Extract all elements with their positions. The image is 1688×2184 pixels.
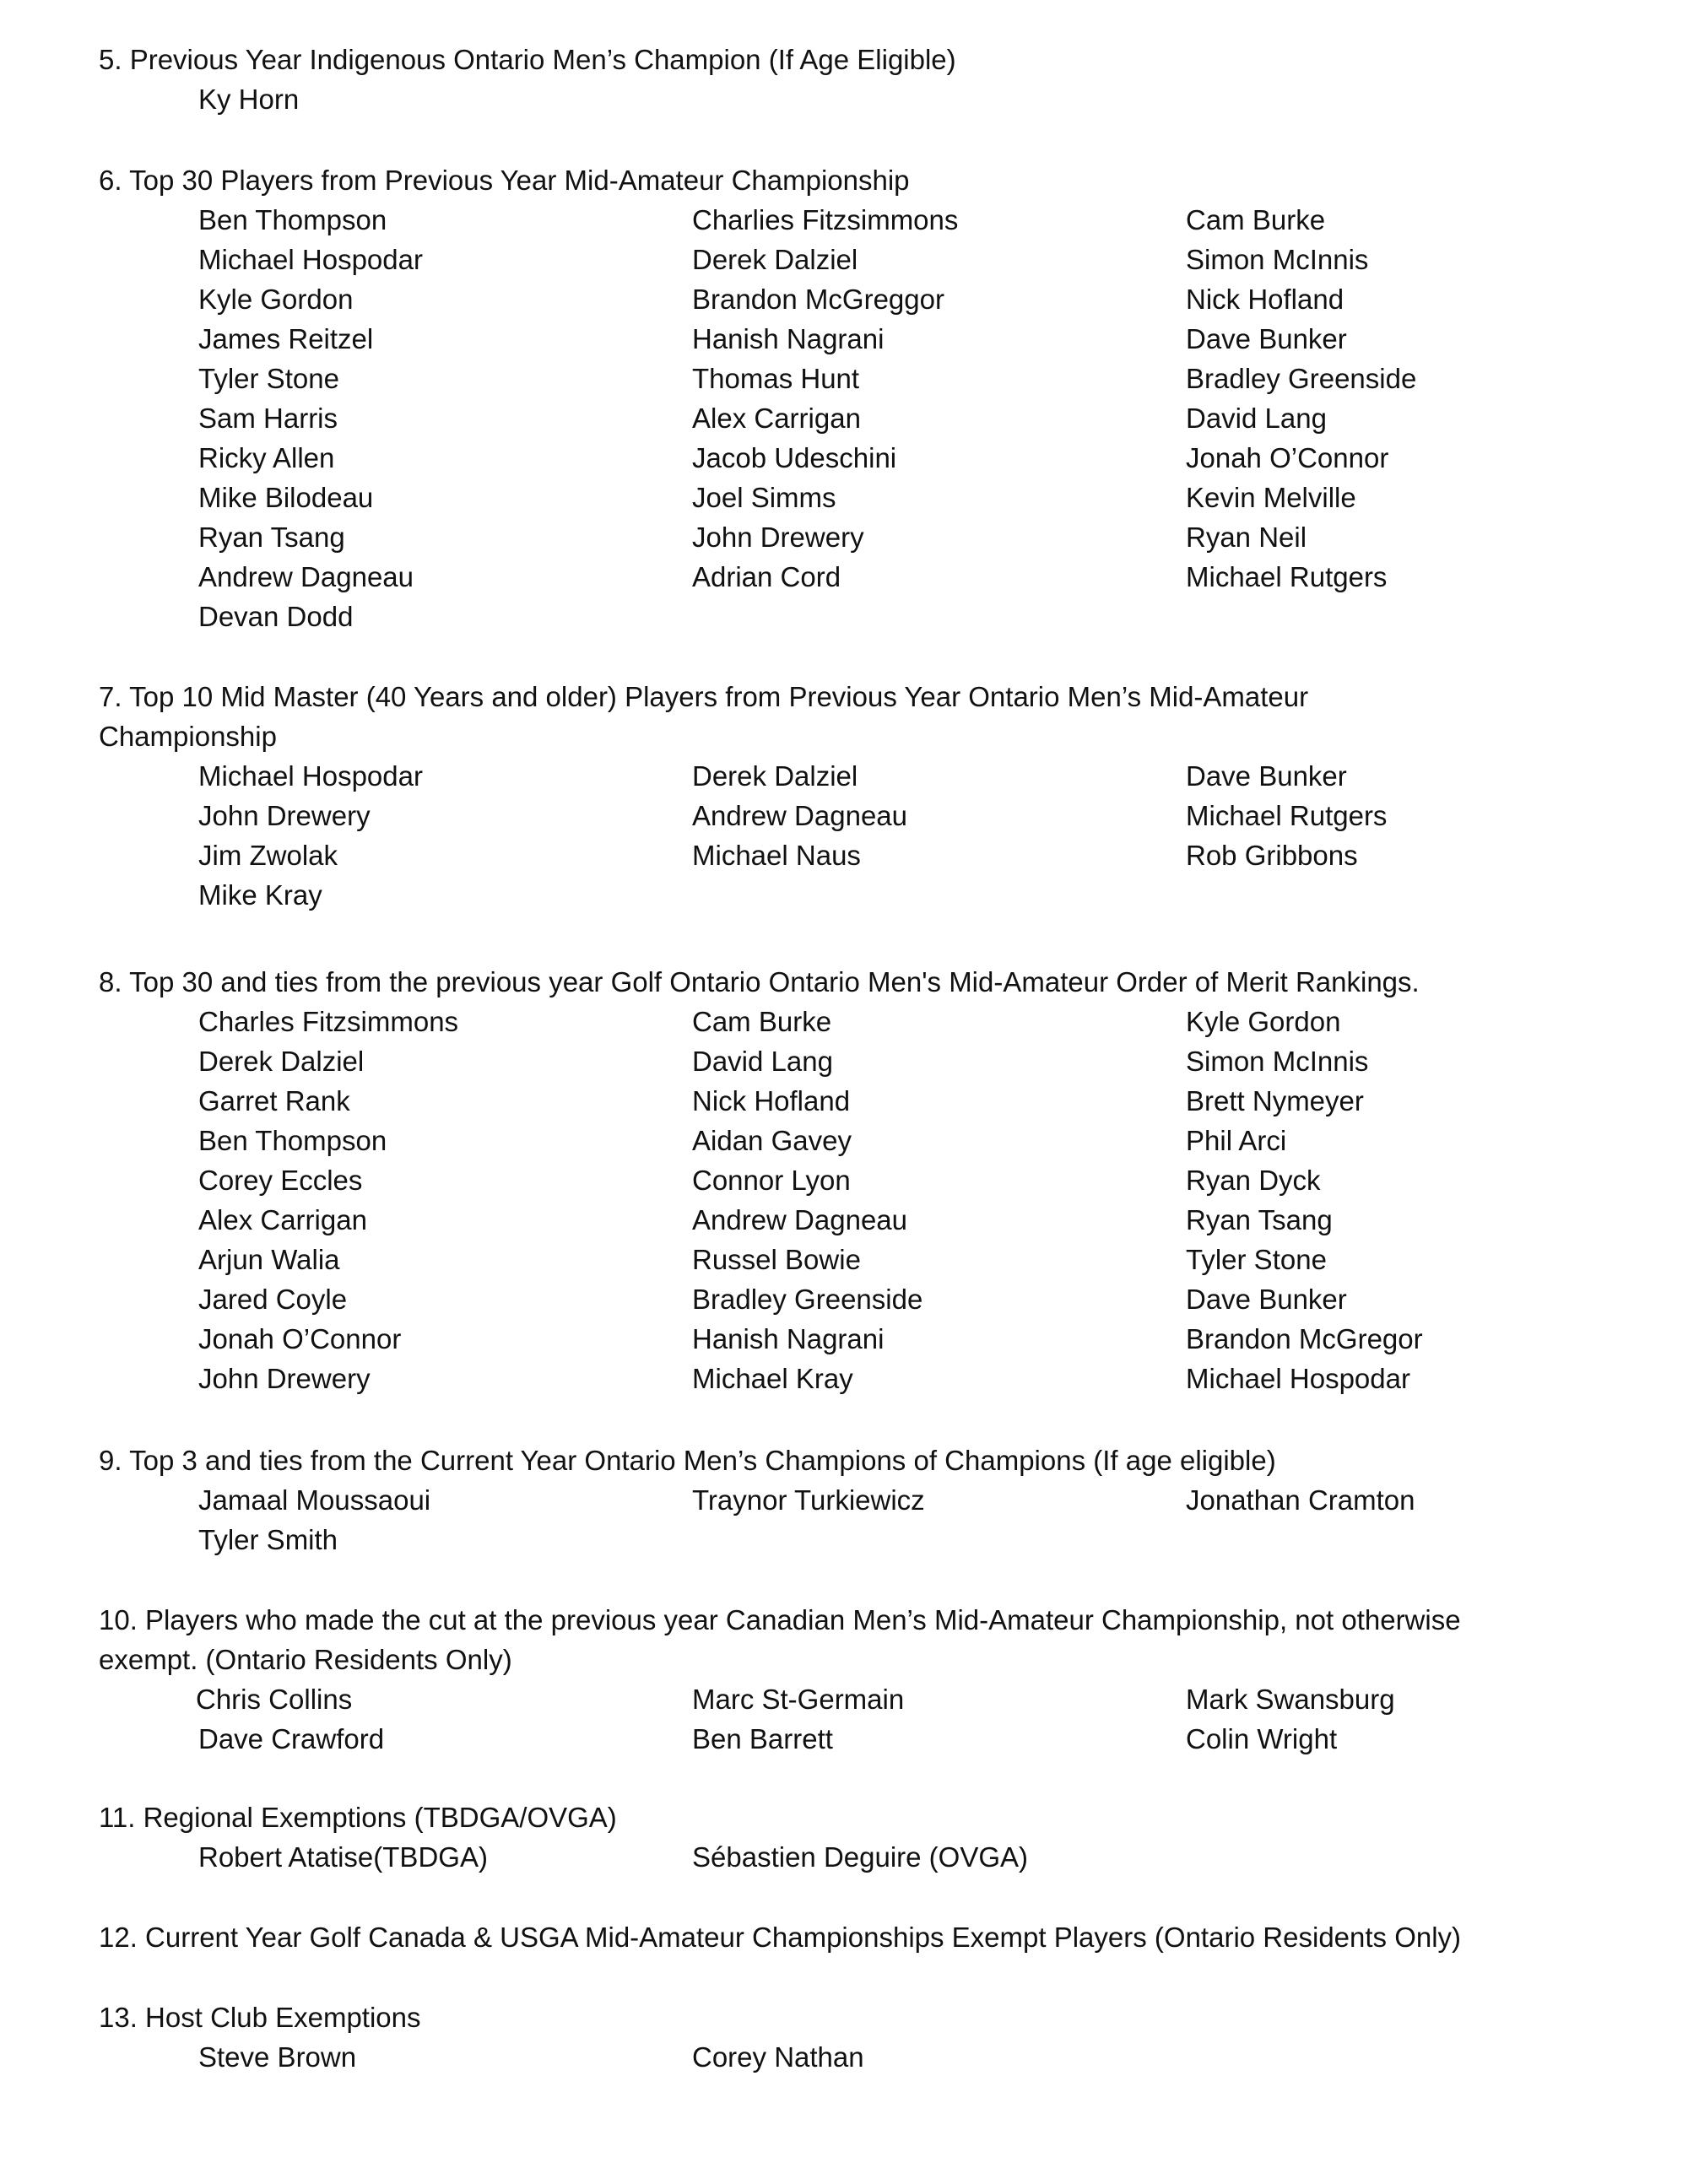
name-entry: Brandon McGregor: [1186, 1323, 1423, 1354]
name-entry: Ryan Dyck: [1186, 1165, 1321, 1196]
name-entry: Dave Bunker: [1186, 1284, 1347, 1315]
name-entry: Bradley Greenside: [1186, 363, 1417, 394]
section-heading: 12. Current Year Golf Canada & USGA Mid-Amateur Championships Exempt Players (Ontario Residents Only): [99, 1922, 1462, 1953]
name-grid: [99, 200, 1601, 636]
section-7: [99, 677, 1601, 915]
name-entry: Derek Dalziel: [198, 1046, 365, 1077]
name-entry: Kevin Melville: [1186, 482, 1356, 513]
section-13: [99, 1997, 1601, 2077]
name-entry: Andrew Dagneau: [692, 800, 908, 831]
section-heading: 5. Previous Year Indigenous Ontario Men’s Champion (If Age Eligible): [99, 44, 956, 75]
name-grid: [99, 756, 1601, 915]
name-entry: Derek Dalziel: [692, 760, 858, 792]
name-entry: Devan Dodd: [198, 601, 354, 632]
section-9: [99, 1441, 1601, 1560]
name-entry: Arjun Walia: [198, 1244, 340, 1275]
name-entry: Michael Hospodar: [198, 760, 423, 792]
name-entry: Cam Burke: [1186, 204, 1326, 235]
name-entry: Sam Harris: [198, 403, 338, 434]
name-entry: Cam Burke: [692, 1006, 832, 1037]
name-entry: Jonathan Cramton: [1186, 1484, 1415, 1516]
name-entry: Rob Gribbons: [1186, 840, 1358, 871]
name-entry: Bradley Greenside: [692, 1284, 923, 1315]
name-entry: Mike Bilodeau: [198, 482, 374, 513]
section-5: [99, 40, 1601, 119]
name-entry: Jonah O’Connor: [1186, 442, 1389, 473]
name-entry: Jacob Udeschini: [692, 442, 897, 473]
name-entry: Jared Coyle: [198, 1284, 348, 1315]
name-entry: Traynor Turkiewicz: [692, 1484, 925, 1516]
name-grid: [99, 79, 1601, 119]
name-entry: Jim Zwolak: [198, 840, 338, 871]
name-entry: Simon McInnis: [1186, 244, 1369, 275]
name-entry: Marc St-Germain: [692, 1684, 905, 1715]
name-grid: [99, 1480, 1601, 1560]
name-entry: Derek Dalziel: [692, 244, 858, 275]
name-entry: Hanish Nagrani: [692, 1323, 885, 1354]
section-heading: 13. Host Club Exemptions: [99, 2002, 421, 2033]
name-entry: Michael Kray: [692, 1363, 853, 1394]
name-entry: Hanish Nagrani: [692, 323, 885, 354]
name-entry: Charles Fitzsimmons: [198, 1006, 459, 1037]
section-6: [99, 160, 1601, 636]
name-entry: Kyle Gordon: [198, 284, 354, 315]
name-entry: Tyler Stone: [1186, 1244, 1327, 1275]
name-entry: Russel Bowie: [692, 1244, 861, 1275]
name-entry: John Drewery: [692, 522, 864, 553]
section-heading: 9. Top 3 and ties from the Current Year Ontario Men’s Champions of Champions (If age eligible): [99, 1445, 1276, 1476]
name-entry: Andrew Dagneau: [692, 1204, 908, 1235]
name-entry: Dave Crawford: [198, 1723, 385, 1754]
name-entry: Phil Arci: [1186, 1125, 1287, 1156]
name-entry: Michael Hospodar: [1186, 1363, 1410, 1394]
name-entry: Sébastien Deguire (OVGA): [692, 1841, 1029, 1873]
name-entry: Adrian Cord: [692, 561, 841, 592]
name-entry: Alex Carrigan: [692, 403, 861, 434]
name-entry: Simon McInnis: [1186, 1046, 1369, 1077]
name-entry: David Lang: [1186, 403, 1327, 434]
section-11: [99, 1797, 1601, 1877]
section-heading: 7. Top 10 Mid Master (40 Years and older) Players from Previous Year Ontario Men’s Mid-Amateur Championship: [99, 681, 1309, 752]
section-12: [99, 1917, 1601, 1957]
name-grid: [99, 1002, 1601, 1398]
name-entry: Colin Wright: [1186, 1723, 1338, 1754]
name-grid: [99, 1679, 1601, 1759]
name-entry: Aidan Gavey: [692, 1125, 852, 1156]
name-entry: Corey Eccles: [198, 1165, 363, 1196]
name-entry: Chris Collins: [196, 1684, 353, 1715]
name-entry: Charlies Fitzsimmons: [692, 204, 959, 235]
name-entry: Joel Simms: [692, 482, 836, 513]
section-heading: 11. Regional Exemptions (TBDGA/OVGA): [99, 1802, 617, 1833]
name-grid: [99, 1837, 1601, 1877]
name-entry: Michael Naus: [692, 840, 861, 871]
name-grid: [99, 2037, 1601, 2077]
name-entry: Alex Carrigan: [198, 1204, 367, 1235]
name-entry: Michael Hospodar: [198, 244, 423, 275]
name-entry: Dave Bunker: [1186, 760, 1347, 792]
name-entry: Michael Rutgers: [1186, 800, 1388, 831]
name-entry: Tyler Smith: [198, 1524, 338, 1555]
section-8: [99, 962, 1601, 1398]
name-entry: Thomas Hunt: [692, 363, 860, 394]
name-entry: Mike Kray: [198, 879, 322, 911]
name-entry: Ben Barrett: [692, 1723, 833, 1754]
name-entry: Jamaal Moussaoui: [198, 1484, 431, 1516]
section-heading: 8. Top 30 and ties from the previous year Golf Ontario Ontario Men's Mid-Amateur Order of Merit Rankings.: [99, 966, 1420, 997]
name-entry: Brandon McGreggor: [692, 284, 944, 315]
name-entry: John Drewery: [198, 1363, 371, 1394]
name-entry: Kyle Gordon: [1186, 1006, 1341, 1037]
name-entry: John Drewery: [198, 800, 371, 831]
name-entry: Garret Rank: [198, 1085, 350, 1116]
name-entry: David Lang: [692, 1046, 833, 1077]
name-entry: Nick Hofland: [1186, 284, 1344, 315]
name-entry: James Reitzel: [198, 323, 374, 354]
name-entry: Tyler Stone: [198, 363, 339, 394]
name-entry: Jonah O’Connor: [198, 1323, 402, 1354]
name-entry: Connor Lyon: [692, 1165, 851, 1196]
name-entry: Mark Swansburg: [1186, 1684, 1395, 1715]
name-entry: Robert Atatise(TBDGA): [198, 1841, 488, 1873]
name-entry: Ben Thompson: [198, 204, 387, 235]
name-entry: Nick Hofland: [692, 1085, 851, 1116]
name-entry: Ben Thompson: [198, 1125, 387, 1156]
section-10: [99, 1600, 1601, 1759]
name-entry: Ricky Allen: [198, 442, 335, 473]
name-entry: Dave Bunker: [1186, 323, 1347, 354]
section-heading: 6. Top 30 Players from Previous Year Mid-Amateur Championship: [99, 165, 910, 196]
name-entry: Ryan Neil: [1186, 522, 1307, 553]
name-entry: Andrew Dagneau: [198, 561, 414, 592]
name-entry: Ryan Tsang: [198, 522, 345, 553]
name-entry: Ky Horn: [198, 84, 300, 115]
name-entry: Brett Nymeyer: [1186, 1085, 1364, 1116]
name-entry: Steve Brown: [198, 2041, 357, 2073]
section-heading: 10. Players who made the cut at the previous year Canadian Men’s Mid-Amateur Championship, not otherwise exempt. (Ontario Residents Only): [99, 1604, 1461, 1675]
name-entry: Michael Rutgers: [1186, 561, 1388, 592]
name-entry: Corey Nathan: [692, 2041, 864, 2073]
name-entry: Ryan Tsang: [1186, 1204, 1333, 1235]
